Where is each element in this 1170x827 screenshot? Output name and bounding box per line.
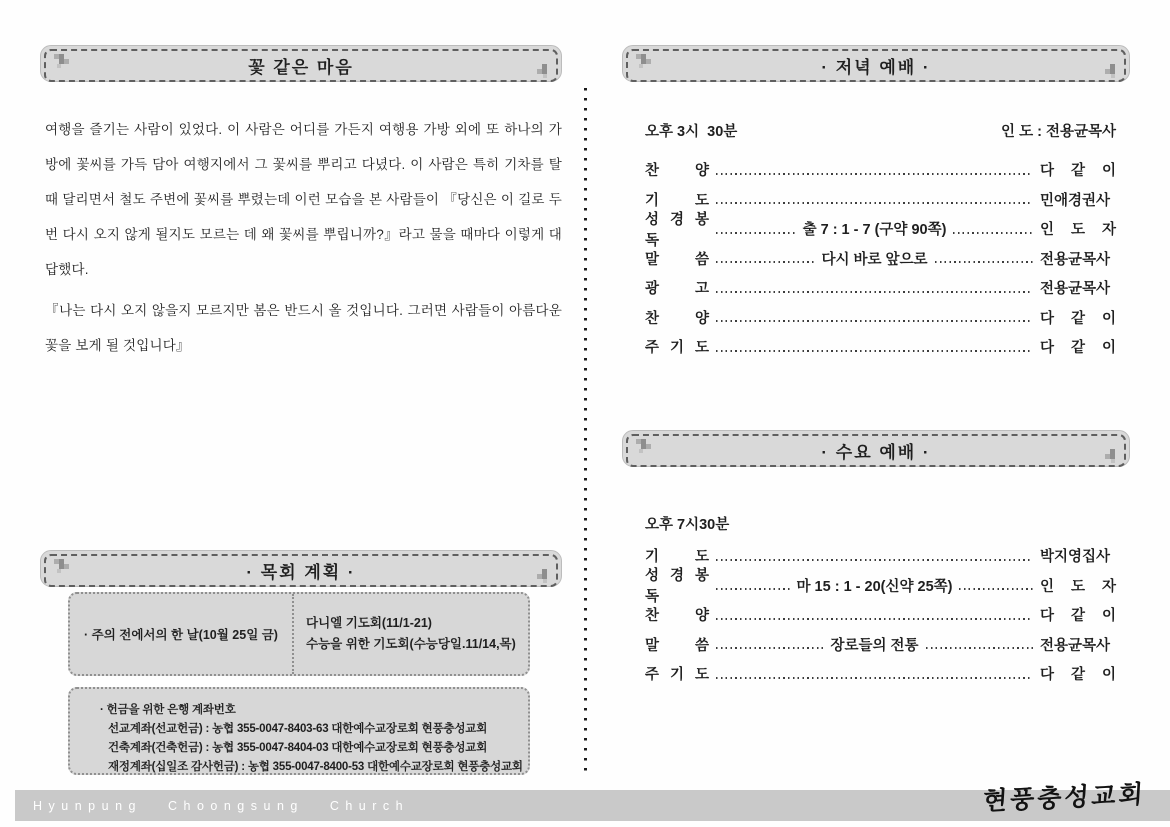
worship-item-person: 다 같 이 <box>1040 340 1116 357</box>
dotted-leader <box>935 261 1033 263</box>
dotted-leader <box>716 618 1033 620</box>
wednesday-time: 오후 7시30분 <box>645 516 730 533</box>
worship-item-person: 전용균목사 <box>1040 251 1111 268</box>
worship-row <box>645 630 1116 660</box>
footer-church-name-korean-calligraphy: 현풍충성교회 <box>982 780 1147 816</box>
worship-item-person: 다 같 이 <box>1040 163 1116 180</box>
evening-worship-body <box>622 120 1130 362</box>
worship-item-label: 말 씀 <box>645 251 709 268</box>
worship-row <box>645 244 1116 274</box>
dotted-leader <box>716 291 1033 293</box>
evening-worship-header-box <box>622 45 1130 82</box>
ministry-plan-header-box <box>40 550 562 587</box>
worship-item-detail: 장로들의 전통 <box>830 637 919 654</box>
worship-item-label: 주 기 도 <box>645 340 709 357</box>
essay-paragraph: 『나는 다시 오지 않을지 모르지만 봄은 반드시 올 것입니다. 그러면 사람들이 아름다운 꽃을 보게 될 것입니다』 <box>45 303 562 353</box>
wednesday-worship-title: · 수요 예배 · <box>821 443 931 462</box>
wednesday-worship-order <box>645 541 1116 689</box>
worship-item-detail: 마 15 : 1 - 20(신약 25쪽) <box>796 578 953 595</box>
dotted-leader <box>716 559 1033 561</box>
worship-row <box>645 185 1116 215</box>
plan-item: 수능을 위한 기도회(수능당일.11/14,목) <box>306 637 516 651</box>
corner-pixel-decoration-icon <box>534 569 548 583</box>
worship-item-label: 기 도 <box>645 192 709 209</box>
corner-pixel-decoration-icon <box>1102 64 1116 78</box>
worship-item-label: 기 도 <box>645 549 709 566</box>
corner-pixel-decoration-icon <box>636 439 652 454</box>
worship-item-person: 전용균목사 <box>1040 281 1111 298</box>
wednesday-time-row <box>645 513 1116 533</box>
page-column-divider <box>584 88 587 775</box>
worship-item-detail: 다시 바로 앞으로 <box>821 251 928 268</box>
corner-pixel-decoration-icon <box>636 54 652 69</box>
dotted-leader <box>716 173 1033 175</box>
dotted-leader <box>926 647 1033 649</box>
worship-row <box>645 541 1116 571</box>
worship-item-label: 광 고 <box>645 281 709 298</box>
offering-account: 재정계좌(십일조 감사헌금) : 농협 355-0047-8400-53 대한예수교장로회 현풍충성교회 <box>108 761 523 773</box>
wednesday-worship-section <box>622 430 1130 689</box>
corner-pixel-decoration-icon <box>54 54 70 69</box>
dotted-leader <box>716 677 1033 679</box>
dotted-leader <box>716 588 790 590</box>
plan-item-left: · 주의 전에서의 한 날(10월 25일 금) <box>84 628 278 642</box>
evening-worship-header-inner <box>626 49 1126 82</box>
worship-item-detail: 출 7 : 1 - 7 (구약 90쪽) <box>802 222 947 239</box>
evening-worship-order <box>645 155 1116 362</box>
footer-bar <box>15 780 1170 821</box>
dotted-leader <box>716 261 814 263</box>
worship-item-label: 주 기 도 <box>645 667 709 684</box>
worship-row <box>645 155 1116 185</box>
worship-row <box>645 211 1116 249</box>
essay-paragraph: 여행을 즐기는 사람이 있었다. 이 사람은 어디를 가든지 여행용 가방 외에 또 하나의 가방에 꽃씨를 가득 담아 여행지에서 그 꽃씨를 뿌리고 다녔다. 이 사람은 특히 기차를 탈 때 달리면서 철도 주변에 꽃씨를 뿌렸는데 이런 모습을 본 사람들이 『당신은 이 길로 두 번 다시 오지 않게 될지도 모르는 데 왜 꽃씨를 뿌립니까?』라고 물을 때마다 이렇게 대답했다. <box>45 122 562 277</box>
worship-item-person: 인 도 자 <box>1040 222 1116 239</box>
wednesday-worship-body <box>622 513 1130 689</box>
worship-item-person: 다 같 이 <box>1040 310 1116 327</box>
wednesday-worship-header-inner <box>626 434 1126 467</box>
dotted-leader <box>716 232 796 234</box>
offering-heading: · 헌금을 위한 은행 계좌번호 <box>100 704 236 716</box>
worship-row <box>645 600 1116 630</box>
evening-leader: 인 도 : 전용균목사 <box>1001 123 1116 140</box>
worship-item-person: 전용균목사 <box>1040 637 1111 654</box>
essay-header-box <box>40 45 562 82</box>
plan-items-right <box>292 594 528 674</box>
dotted-leader <box>716 350 1033 352</box>
worship-item-label: 찬 양 <box>645 163 709 180</box>
offering-account: 건축계좌(건축헌금) : 농협 355-0047-8404-03 대한예수교장로회 현풍충성교회 <box>108 742 488 754</box>
worship-item-person: 박지영집사 <box>1040 549 1111 566</box>
ministry-plan-header-inner <box>44 554 558 587</box>
worship-item-label: 성 경 봉 독 <box>645 211 709 249</box>
corner-pixel-decoration-icon <box>1102 449 1116 463</box>
evening-time: 오후 3시 30분 <box>645 123 738 140</box>
dotted-leader <box>716 320 1033 322</box>
evening-worship-section <box>622 45 1130 362</box>
ministry-plan-panel <box>68 592 530 676</box>
worship-row <box>645 332 1116 362</box>
worship-row <box>645 273 1116 303</box>
corner-pixel-decoration-icon <box>534 64 548 78</box>
evening-worship-title: · 저녁 예배 · <box>821 58 931 77</box>
offering-account: 선교계좌(선교헌금) : 농협 355-0047-8403-63 대한예수교장로회 현풍충성교회 <box>108 723 488 735</box>
plan-item: 다니엘 기도회(11/1-21) <box>306 616 432 630</box>
corner-pixel-decoration-icon <box>54 559 70 574</box>
worship-item-label: 성 경 봉 독 <box>645 568 709 606</box>
worship-item-person: 인 도 자 <box>1040 578 1116 595</box>
worship-item-label: 말 씀 <box>645 637 709 654</box>
essay-header-inner <box>44 49 558 82</box>
worship-item-person: 다 같 이 <box>1040 667 1116 684</box>
worship-item-label: 찬 양 <box>645 608 709 625</box>
worship-item-person: 민애경권사 <box>1040 192 1111 209</box>
dotted-leader <box>716 647 823 649</box>
worship-row <box>645 303 1116 333</box>
dotted-leader <box>953 232 1033 234</box>
evening-time-row <box>645 120 1116 140</box>
offering-accounts-panel <box>68 687 530 775</box>
worship-item-person: 다 같 이 <box>1040 608 1116 625</box>
essay-body <box>45 112 562 363</box>
worship-item-label: 찬 양 <box>645 310 709 327</box>
worship-row <box>645 568 1116 606</box>
worship-row <box>645 659 1116 689</box>
wednesday-worship-header-box <box>622 430 1130 467</box>
essay-title: 꽃 같은 마음 <box>248 58 354 77</box>
footer-church-name-english: Hyunpung Choongsung Church <box>33 799 410 813</box>
dotted-leader <box>959 588 1033 590</box>
dotted-leader <box>716 202 1033 204</box>
ministry-plan-title: · 목회 계획 · <box>246 563 356 582</box>
